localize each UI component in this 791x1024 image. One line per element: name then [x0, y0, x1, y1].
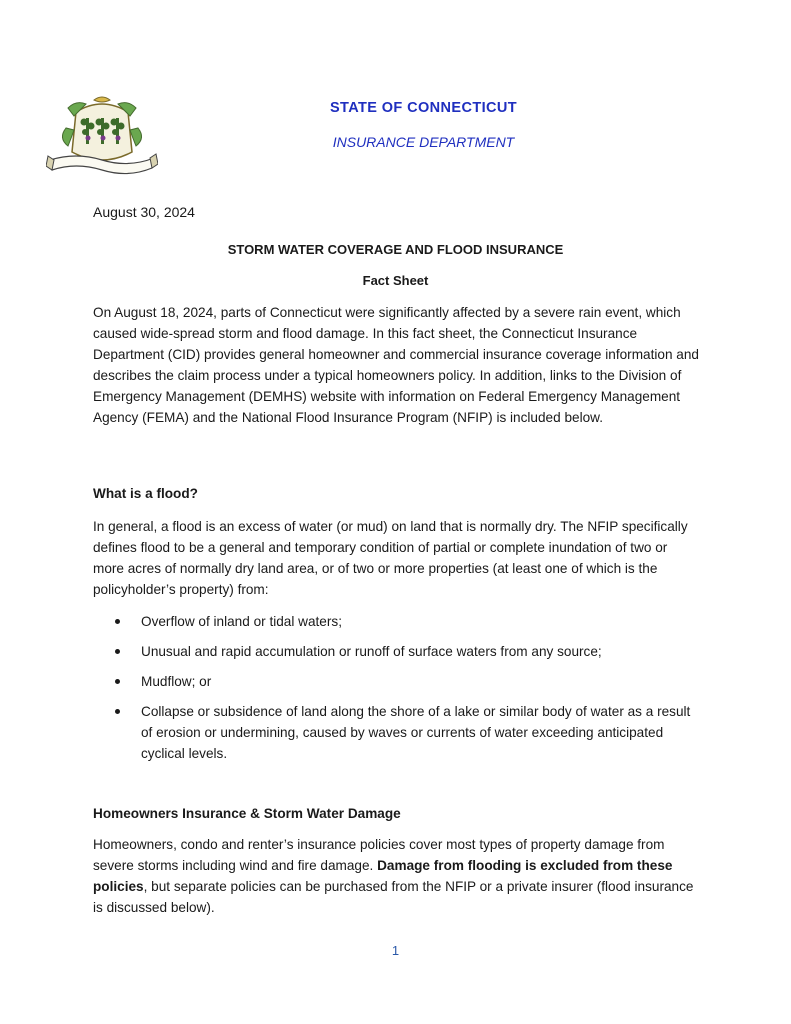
homeowners-heading: Homeowners Insurance & Storm Water Damage	[93, 806, 401, 821]
homeowners-text-start: Homeowners, condo and renter’s insurance policies cover most types of property damage from severe storms including wind and fire damage.	[93, 837, 665, 873]
flood-exclusion-emphasis: Damage from flooding is excluded from these policies	[93, 858, 673, 894]
page-number: 1	[391, 943, 400, 958]
document-subtitle: Fact Sheet	[362, 273, 429, 288]
bullet-icon	[115, 619, 120, 624]
homeowners-paragraph	[93, 834, 699, 918]
bullet-icon	[115, 679, 120, 684]
list-item	[93, 641, 699, 662]
list-item-text: Overflow of inland or tidal waters;	[141, 614, 342, 629]
document-date: August 30, 2024	[93, 204, 195, 220]
flood-heading: What is a flood?	[93, 486, 198, 501]
state-title: STATE OF CONNECTICUT	[329, 100, 518, 116]
list-item	[93, 611, 699, 632]
homeowners-text-end: , but separate policies can be purchased from the NFIP or a private insurer (flood insurance is discussed below).	[93, 879, 694, 915]
list-item	[93, 701, 699, 764]
bullet-icon	[115, 709, 120, 714]
list-item-text: Unusual and rapid accumulation or runoff of surface waters from any source;	[141, 644, 602, 659]
list-item	[93, 671, 699, 692]
flood-paragraph: In general, a flood is an excess of water (or mud) on land that is normally dry. The NFIP specifically defines flood to be a general and temporary condition of partial or complete inundation of two or more acres of normally dry land area, or of two or more properties (at least one of which is the policyholder’s property) from:	[93, 519, 688, 597]
list-item-text: Collapse or subsidence of land along the shore of a lake or similar body of water as a result of erosion or undermining, caused by waves or currents of water exceeding anticipated cyclical levels.	[141, 704, 691, 761]
list-item-text: Mudflow; or	[141, 674, 212, 689]
intro-paragraph: On August 18, 2024, parts of Connecticut were significantly affected by a severe rain event, which caused wide-spread storm and flood damage. In this fact sheet, the Connecticut Insurance Department (CID) provides general homeowner and commercial insurance coverage information and describes the claim process under a typical homeowners policy. In addition, links to the Division of Emergency Management (DEMHS) website with information on Federal Emergency Management Agency (FEMA) and the National Flood Insurance Program (NFIP) is included below.	[93, 305, 699, 425]
document-title: STORM WATER COVERAGE AND FLOOD INSURANCE	[227, 242, 564, 257]
bullet-icon	[115, 649, 120, 654]
department-title: INSURANCE DEPARTMENT	[332, 134, 515, 150]
